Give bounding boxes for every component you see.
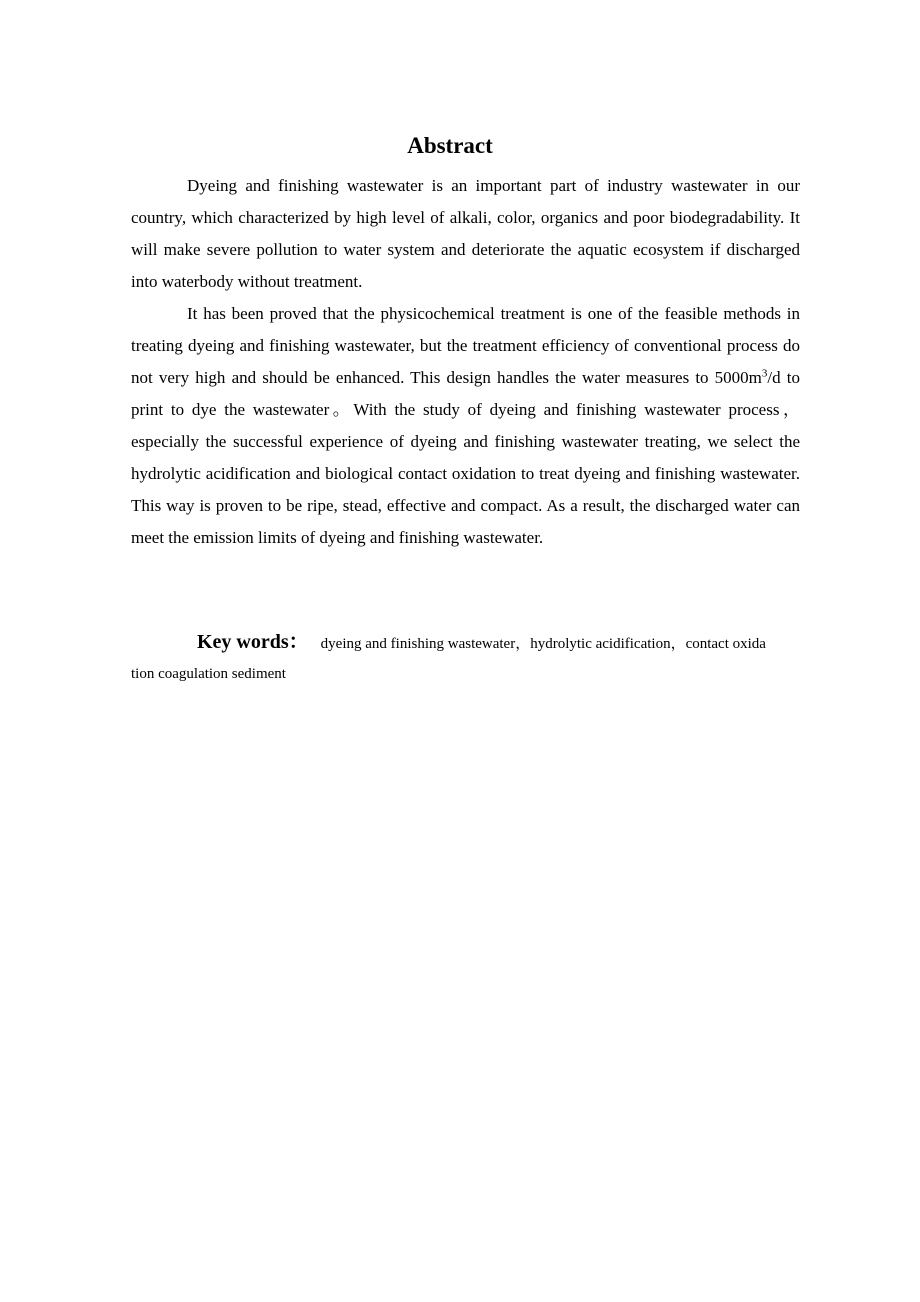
keywords-text-2: tion coagulation sediment — [131, 666, 286, 682]
keywords-text-1: dyeing and finishing wastewater，hydrolytic acidification，contact oxida — [320, 636, 766, 652]
abstract-title: Abstract — [407, 133, 493, 158]
keywords-line-1 — [131, 626, 821, 658]
abstract-body — [131, 170, 800, 554]
keywords-section — [131, 626, 821, 686]
keywords-label: Key words： — [197, 631, 309, 653]
abstract-paragraph-2 — [131, 298, 800, 554]
abstract-paragraph-1: Dyeing and finishing wastewater is an important part of industry wastewater in our country, which characterized by high level of alkali, color, organics and poor biodegradability. It will make severe pollution to water system and deteriorate the aquatic ecosystem if discharged into waterbody without treatment. — [131, 176, 800, 291]
paragraph-2-part-2: /d to print to dye the wastewater。With the study of dyeing and finishing wastewater process，especially the successful experience of dyeing and finishing wastewater treating, we select the hydrolytic acidification and biological contact oxidation to treat dyeing and finishing wastewater. This way is proven to be ripe, stead, effective and compact. As a result, the discharged water can meet the emission limits of dyeing and finishing wastewater. — [131, 368, 800, 547]
cubic-superscript: 3 — [761, 367, 768, 380]
paragraph-2-part-1: It has been proved that the physicochemical treatment is one of the feasible methods in treating dyeing and finishing wastewater, but the treatment efficiency of conventional process do not very high and should be enhanced. This design handles the water measures to 5000m — [131, 304, 800, 387]
